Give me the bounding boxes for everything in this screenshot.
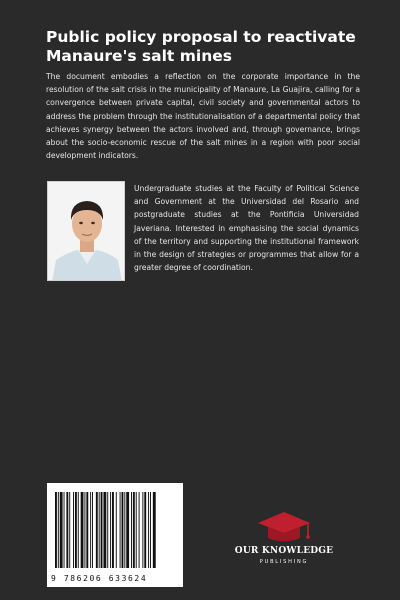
barcode-bar [112, 492, 114, 568]
author-bio: Undergraduate studies at the Faculty of Political Science and Government at the Universidad del Rosario and postgraduate studies at the Pontificia Universidad Javeriana. Interested in emphasising the social dynamics of the territory and supporting the institutional framework in the design of strategies or programmes that allow for a greater degree of coordination. [134, 184, 359, 273]
barcode-bar [126, 492, 129, 568]
publisher-logo [232, 508, 336, 568]
barcode-bar [81, 492, 84, 568]
book-title: Public policy proposal to reactivate Manaure's salt mines [46, 28, 356, 65]
barcode-bar [131, 492, 132, 568]
publisher-name: OUR KNOWLEDGE [234, 546, 334, 556]
barcode-bar [139, 492, 140, 568]
graduation-cap-icon [232, 508, 336, 546]
barcode-bar [116, 492, 117, 568]
barcode-bar [150, 492, 151, 568]
barcode-bar [103, 492, 106, 568]
barcode-bar [124, 492, 125, 568]
isbn-barcode [47, 483, 183, 587]
barcode-bar [142, 492, 143, 568]
author-portrait-image [48, 182, 125, 281]
barcode-bar [64, 492, 65, 568]
barcode-bars [53, 492, 177, 568]
barcode-bar [60, 492, 63, 568]
barcode-bar [90, 492, 91, 568]
book-abstract: The document embodies a reflection on the corporate importance in the resolution of the salt crisis in the municipality of Manaure, La Guajira, calling for a convergence between private capital, civil society and governmental actors to address the problem through the institutionalisation of a departmental policy that achieves synergy between the actors involved and, through governance, brings about the socio-economic rescue of the salt mines in a region with poor social development indicators. [46, 72, 360, 161]
isbn-digits: 9 786206 633624 [51, 574, 148, 583]
barcode-bar [99, 492, 100, 568]
barcode-bar [153, 492, 156, 568]
barcode-bar [136, 492, 137, 568]
barcode-bar [122, 492, 124, 568]
barcode-bar [75, 492, 77, 568]
barcode-bar [58, 492, 59, 568]
publisher-subtitle: PUBLISHING [259, 559, 309, 565]
barcode-bar [120, 492, 121, 568]
barcode-bar [133, 492, 135, 568]
barcode-bar [107, 492, 108, 568]
barcode-bar [84, 492, 85, 568]
barcode-bar [101, 492, 103, 568]
barcode-bar [73, 492, 74, 568]
barcode-bar [78, 492, 79, 568]
barcode-bar [110, 492, 111, 568]
barcode-bar [92, 492, 93, 568]
barcode-bar [96, 492, 98, 568]
barcode-bar [148, 492, 149, 568]
barcode-bar [144, 492, 146, 568]
barcode-bar [55, 492, 57, 568]
author-photo [47, 181, 125, 281]
barcode-bar [69, 492, 70, 568]
barcode-bar [86, 492, 88, 568]
barcode-bar [66, 492, 68, 568]
